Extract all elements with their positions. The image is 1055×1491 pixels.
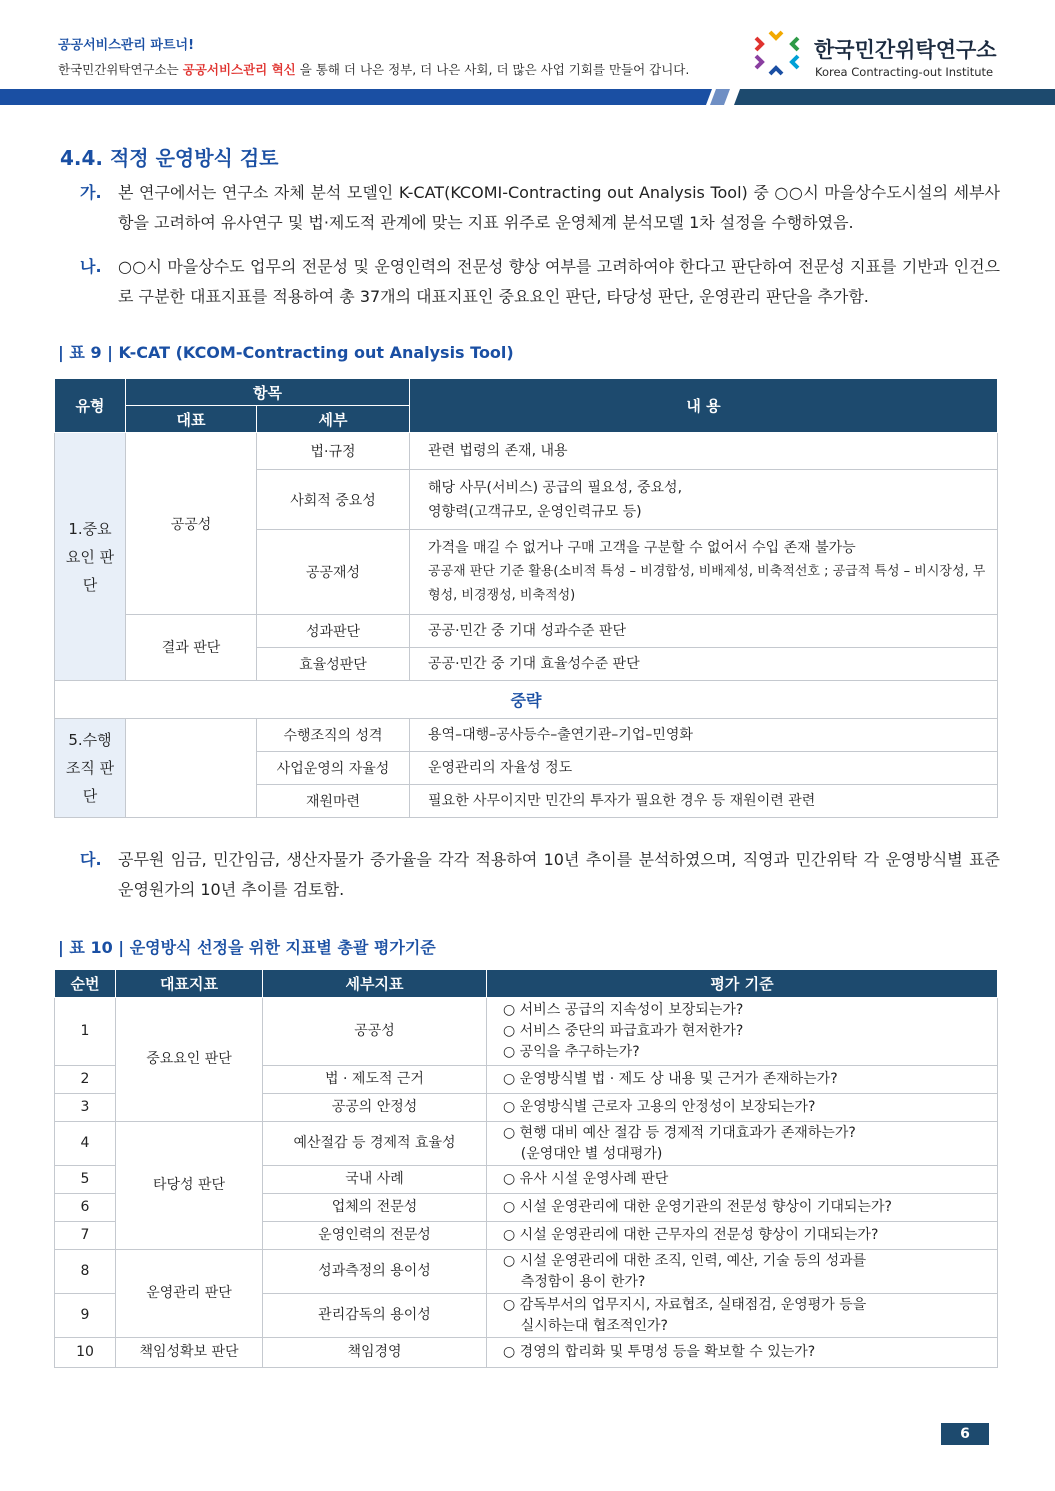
criteria-line: ○ 현행 대비 예산 절감 등 경제적 기대효과가 존재하는가? [503,1124,856,1141]
table-row [55,1250,998,1294]
group-cell: 책임성확보 판단 [116,1338,263,1368]
paragraph-text: 공무원 임금, 민간임금, 생산자물가 증가율을 각각 적용하여 10년 추이를 분석하였으며, 직영과 민간위탁 각 운영방식별 표준 운영원가의 10년 추이를 검토함. [118,850,1000,899]
content-line: 공공재 판단 기준 활용(소비적 특성 – 비경합성, 비배제성, 비축적선호 ; 공급적 특성 – 비시장성, 무형성, 비경쟁성, 비축적성) [428,564,986,603]
criteria-line: ○ 서비스 공급의 지속성이 보장되는가? [503,1002,744,1018]
detail-cell: 수행조직의 성격 [257,719,410,752]
row-criteria [487,998,998,1066]
category-cell: 5.수행 조직 판단 [55,719,126,818]
row-no: 7 [55,1222,116,1250]
row-no: 10 [55,1338,116,1368]
detail-cell: 효율성판단 [257,648,410,681]
paragraph-marker: 가. [80,183,102,202]
row-no: 6 [55,1194,116,1222]
row-detail: 국내 사례 [263,1166,487,1194]
row-criteria [487,1094,998,1122]
content-cell [410,470,998,530]
paragraph-marker: 나. [80,257,102,276]
content-cell [410,530,998,615]
paragraph-text: 본 연구에서는 연구소 자체 분석 모델인 K-CAT(KCOMI-Contracting out Analysis Tool) 중 ○○시 마을상수도시설의 세부사항을 고려하여 유사연구 및 법·제도적 관계에 맞는 지표 위주로 운영체계 분석모델 1차 설정을 수행하였음. [118,183,1000,232]
kcat-table [54,378,998,818]
table-row [55,1338,998,1368]
row-no: 2 [55,1066,116,1094]
group-cell: 중요요인 판단 [116,998,263,1122]
content-cell: 공공·민간 중 기대 성과수준 판단 [410,615,998,648]
paragraph-text: ○○시 마을상수도 업무의 전문성 및 운영인력의 전문성 향상 여부를 고려하여야 한다고 판단하여 전문성 지표를 기반과 인건으로 구분한 대표지표를 적용하여 총 37개의 대표지표인 중요요인 판단, 타당성 판단, 운영관리 판단을 추가함. [118,257,1000,306]
row-no: 4 [55,1122,116,1166]
header-detail: 세부지표 [263,970,487,998]
omitted-row: 중략 [55,681,998,719]
header-tagline: 공공서비스관리 파트너! [58,38,195,53]
rep-cell: 공공성 [126,433,257,615]
slogan-highlight: 공공서비스관리 혁신 [182,62,296,77]
detail-cell: 성과판단 [257,615,410,648]
section-title: 4.4. 적정 운영방식 검토 [60,146,279,170]
row-criteria [487,1122,998,1166]
row-detail: 업체의 전문성 [263,1194,487,1222]
header-rep: 대표지표 [116,970,263,998]
criteria-line: (운영대안 별 성대평가) [503,1145,663,1162]
row-criteria [487,1066,998,1094]
criteria-line: ○ 유사 시설 운영사례 판단 [503,1171,669,1187]
header-item: 항목 [126,379,410,406]
brand-name-en: Korea Contracting-out Institute [815,65,994,79]
criteria-line: ○ 경영의 합리화 및 투명성 등을 확보할 수 있는가? [503,1344,816,1360]
row-no: 5 [55,1166,116,1194]
page-number: 6 [941,1423,989,1445]
detail-cell: 재원마련 [257,785,410,818]
header-content: 내 용 [410,379,998,433]
institute-logo-icon [748,28,808,78]
row-no: 9 [55,1294,116,1338]
group-cell: 타당성 판단 [116,1122,263,1250]
header-no: 순번 [55,970,116,998]
paragraph-ga [80,178,1000,238]
criteria-line: ○ 시설 운영관리에 대한 근무자의 전문성 향상이 기대되는가? [503,1227,879,1243]
content-cell: 운영관리의 자율성 정도 [410,752,998,785]
header-stripe [0,89,1055,105]
criteria-line: 측정함이 용이 한가? [503,1273,646,1290]
criteria-line: ○ 서비스 중단의 파급효과가 현저한가? [503,1023,744,1039]
row-no: 1 [55,998,116,1066]
header-slogan [58,60,689,78]
row-criteria [487,1338,998,1368]
row-no: 3 [55,1094,116,1122]
row-detail: 성과측정의 용이성 [263,1250,487,1294]
criteria-line: ○ 운영방식별 근로자 고용의 안정성이 보장되는가? [503,1099,816,1115]
row-detail: 공공의 안정성 [263,1094,487,1122]
criteria-line: ○ 시설 운영관리에 대한 운영기관의 전문성 향상이 기대되는가? [503,1199,892,1215]
content-line: 영향력(고객규모, 운영인력규모 등) [428,503,642,520]
table-row [55,998,998,1066]
header-rep: 대표 [126,406,257,433]
slogan-post: 을 통해 더 나은 정부, 더 나은 사회, 더 많은 사업 기회를 만들어 갑니다. [295,62,690,77]
content-cell: 필요한 사무이지만 민간의 투자가 필요한 경우 등 재원이련 관련 [410,785,998,818]
row-no: 8 [55,1250,116,1294]
row-detail: 관리감독의 용이성 [263,1294,487,1338]
group-cell: 운영관리 판단 [116,1250,263,1338]
table10-caption: | 표 10 | 운영방식 선정을 위한 지표별 총괄 평가기준 [58,938,436,957]
table9-caption: | 표 9 | K-CAT (KCOM-Contracting out Analysis Tool) [58,343,514,362]
header-type: 유형 [55,379,126,433]
row-detail: 운영인력의 전문성 [263,1222,487,1250]
category-cell: 1.중요 요인 판단 [55,433,126,681]
content-cell: 용역–대행–공사등수–출연기관–기업–민영화 [410,719,998,752]
row-criteria [487,1222,998,1250]
brand-name-ko: 한국민간위탁연구소 [814,38,997,62]
row-detail: 법 · 제도적 근거 [263,1066,487,1094]
row-criteria [487,1250,998,1294]
row-detail: 책임경영 [263,1338,487,1368]
rep-cell-empty [126,719,257,818]
row-criteria [487,1194,998,1222]
criteria-line: ○ 공익을 추구하는가? [503,1044,640,1060]
paragraph-da [80,845,1000,905]
paragraph-marker: 다. [80,850,102,869]
table-row [55,1122,998,1166]
header-detail: 세부 [257,406,410,433]
row-criteria [487,1166,998,1194]
criteria-line: 실시하는대 협조적인가? [503,1317,668,1334]
criteria-line: ○ 운영방식별 법 · 제도 상 내용 및 근거가 존재하는가? [503,1071,838,1087]
criteria-line: ○ 감독부서의 업무지시, 자료협조, 실태점검, 운영평가 등을 [503,1296,867,1313]
content-line: 해당 사무(서비스) 공급의 필요성, 중요성, [428,479,683,496]
rep-cell: 결과 판단 [126,615,257,681]
row-criteria [487,1294,998,1338]
criteria-line: ○ 시설 운영관리에 대한 조직, 인력, 예산, 기술 등의 성과를 [503,1252,867,1269]
content-line: 가격을 매길 수 없거나 구매 고객을 구분할 수 없어서 수입 존재 불가능 [428,540,856,556]
detail-cell: 공공재성 [257,530,410,615]
detail-cell: 법·규정 [257,433,410,470]
row-detail: 공공성 [263,998,487,1066]
row-detail: 예산절감 등 경제적 효율성 [263,1122,487,1166]
paragraph-na [80,252,1000,312]
content-cell: 관련 법령의 존재, 내용 [410,433,998,470]
detail-cell: 사회적 중요성 [257,470,410,530]
content-cell: 공공·민간 중 기대 효율성수준 판단 [410,648,998,681]
header-criteria: 평가 기준 [487,970,998,998]
slogan-pre: 한국민간위탁연구소는 [58,62,183,77]
evaluation-criteria-table [54,969,998,1368]
detail-cell: 사업운영의 자율성 [257,752,410,785]
